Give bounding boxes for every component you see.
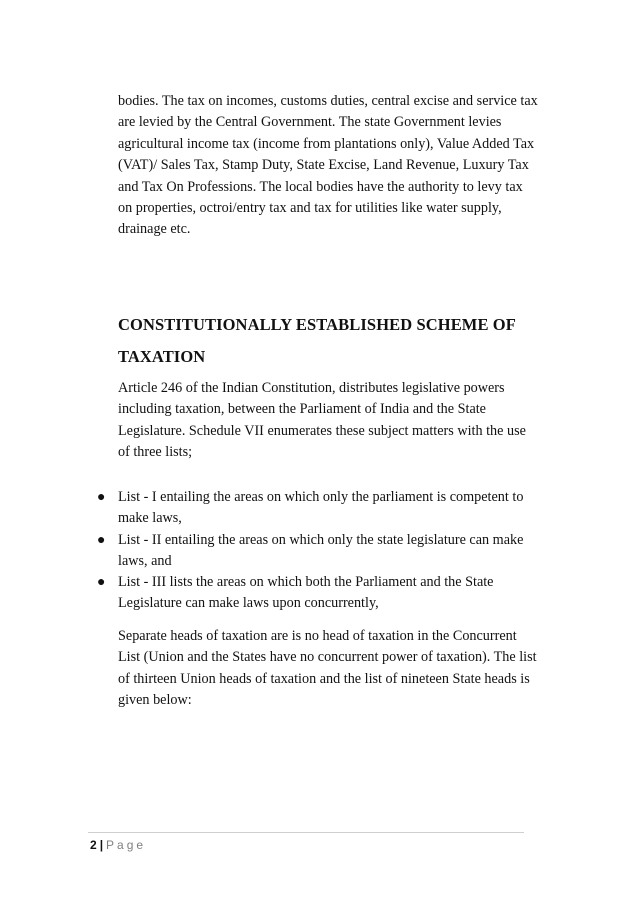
paragraph-tax-levies: bodies. The tax on incomes, customs duties, central excise and service tax are levied by the Central Government. The state Government levies agricultural income tax (income from plantations only), Value Added Tax (VAT)/ Sales Tax, Stamp Duty, State Excise, Land Revenue, Luxury Tax and Tax On Professions. The local bodies have the authority to levy tax on properties, octroi/entry tax and tax for utilities like water supply, drainage etc.	[118, 93, 538, 238]
page-footer	[90, 837, 146, 853]
bullet-icon: ●	[97, 575, 106, 590]
footer-separator: |	[99, 838, 104, 852]
list-item-state-list	[0, 530, 538, 572]
bullet-icon: ●	[97, 490, 106, 505]
paragraph-separate-heads: Separate heads of taxation are is no head of taxation in the Concurrent List (Union and the States have no concurrent power of taxation). The list of thirteen Union heads of taxation and the list of nineteen State heads is given below:	[118, 628, 537, 709]
page-number: 2	[90, 838, 97, 852]
lists-bullet-list	[0, 487, 638, 615]
list-item-text: List - III lists the areas on which both the Parliament and the State Legislature can make laws upon concurrently,	[118, 574, 494, 611]
list-item-union-list	[0, 487, 538, 529]
list-item-text: List - II entailing the areas on which only the state legislature can make laws, and	[118, 531, 524, 569]
paragraph-article-246: Article 246 of the Indian Constitution, distributes legislative powers including taxation, between the Parliament of India and the State Legislature. Schedule VII enumerates these subject matters with the use of three lists;	[118, 380, 526, 461]
page-label: Page	[106, 838, 147, 852]
list-item-text: List - I entailing the areas on which only the parliament is competent to make laws,	[118, 489, 524, 526]
footer-divider	[88, 832, 524, 833]
section-heading: CONSTITUTIONALLY ESTABLISHED SCHEME OF TAXATION	[118, 315, 516, 366]
list-item-concurrent-list	[0, 572, 538, 614]
bullet-icon: ●	[97, 532, 106, 548]
